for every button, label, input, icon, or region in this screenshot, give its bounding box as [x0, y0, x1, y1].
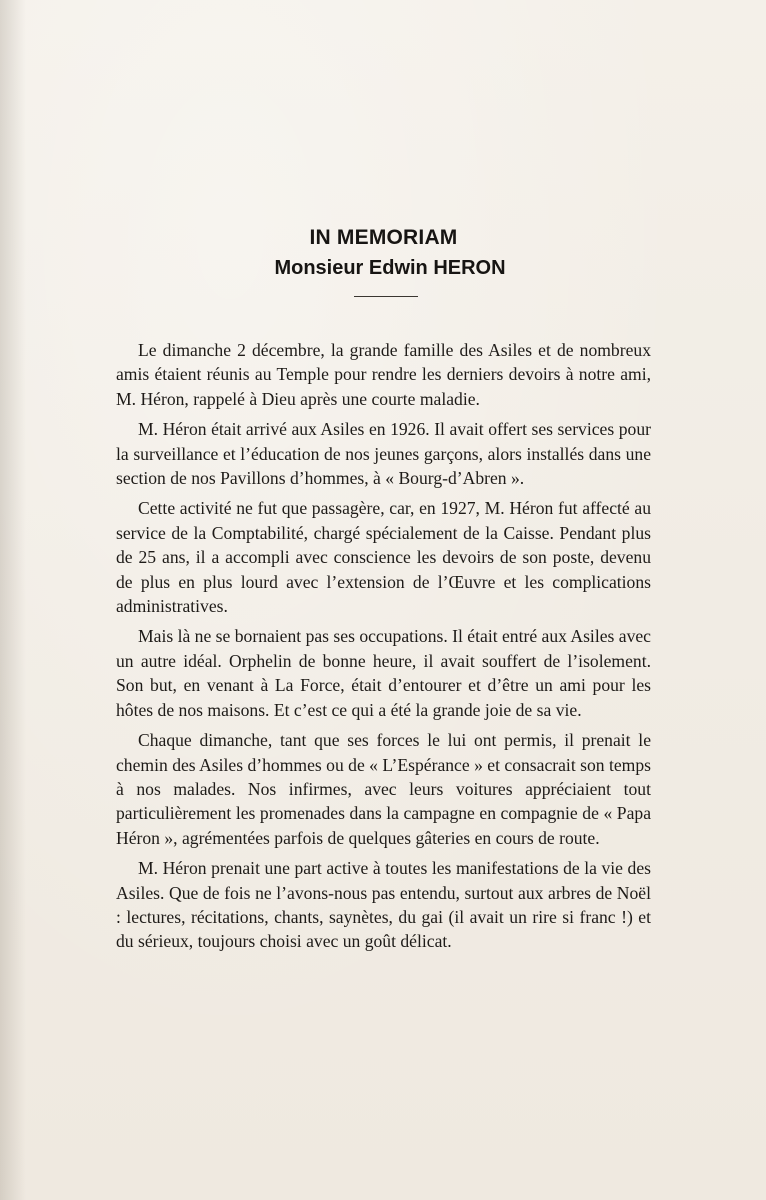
page-edge-shadow	[0, 0, 26, 1200]
article-heading	[0, 224, 766, 282]
paragraph-funeral: Le dimanche 2 décembre, la grande famille des Asiles et de nombreux amis étaient réunis au Temple pour rendre les derniers devoirs à notre ami, M. Héron, rappelé à Dieu après une courte maladie.	[116, 340, 651, 409]
article-subtitle: Monsieur Edwin HERON	[274, 257, 506, 279]
article-title: IN MEMORIAM	[309, 226, 458, 249]
paragraph-ideal: Mais là ne se bornaient pas ses occupations. Il était entré aux Asiles avec un autre idéal. Orphelin de bonne heure, il avait souffert de l’isolement. Son but, en venant à La Force, était d’entourer et d’être un ami pour les hôtes de nos maisons. Et c’est ce qui a été la grande joie de sa vie.	[116, 626, 651, 720]
paragraph-accounting: Cette activité ne fut que passagère, car, en 1927, M. Héron fut affecté au service de la Comptabilité, chargé spécialement de la Caisse. Pendant plus de 25 ans, il a accompli avec conscience les devoirs de son poste, devenu de plus en plus lourd avec l’extension de l’Œuvre et les complications administratives.	[116, 498, 651, 617]
paragraph-arrival: M. Héron était arrivé aux Asiles en 1926. Il avait offert ses services pour la surveillance et l’éducation de nos jeunes garçons, alors installés dans une section de nos Pavillons d’hommes, à « Bourg-d’Abren ».	[116, 419, 651, 489]
title-divider	[354, 296, 418, 297]
article-body	[116, 338, 651, 960]
paragraph-events: M. Héron prenait une part active à toutes les manifestations de la vie des Asiles. Que de fois ne l’avons-nous pas entendu, surtout aux arbres de Noël : lectures, récitations, chants, saynètes, du gai (il avait un rire si franc !) et du sérieux, toujours choisi avec un goût délicat.	[116, 858, 651, 952]
paragraph-sundays: Chaque dimanche, tant que ses forces le lui ont permis, il prenait le chemin des Asiles d’hommes ou de « L’Espérance » et consacrait son temps à nos malades. Nos infirmes, avec leurs voitures appréciaient tout particulièrement les promenades dans la campagne en compagnie de « Papa Héron », agrémentées parfois de quelques gâteries en cours de route.	[116, 730, 651, 848]
